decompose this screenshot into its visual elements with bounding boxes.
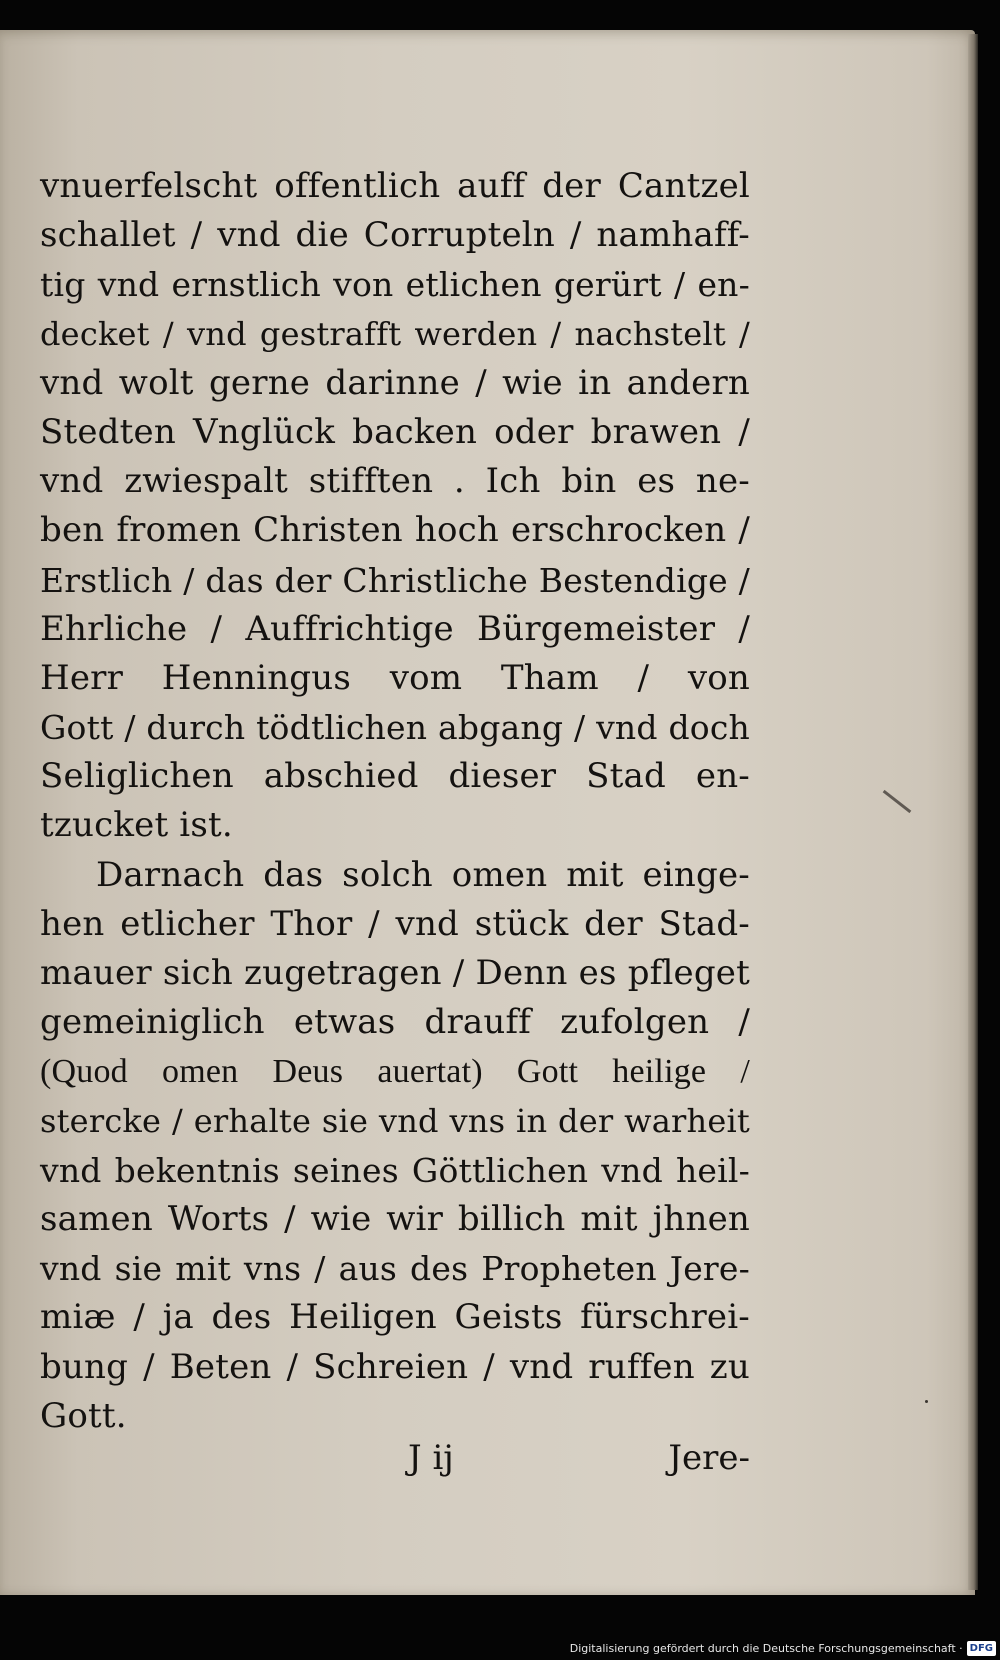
dfg-logo: DFG (967, 1641, 996, 1656)
text-line-20: stercke / erhalte sie vnd vns in der warheit (40, 1101, 750, 1140)
stray-dot (925, 1400, 928, 1403)
text-line-4: decket / vnd gestrafft werden / nachstelt / (40, 314, 750, 353)
text-line-8: ben fromen Christen hoch erschrocken / (40, 510, 750, 551)
credit-bar (570, 1636, 1000, 1660)
text-line-9: Erstlich / das der Christliche Bestendige / (40, 560, 750, 600)
catchword: Jere- (668, 1438, 750, 1478)
text-line-21: vnd bekentnis seines Göttlichen vnd heil- (40, 1150, 750, 1190)
page-footer (40, 1438, 750, 1488)
credit-text: Digitalisierung gefördert durch die Deutsche Forschungsgemeinschaft · (569, 1641, 963, 1655)
text-line-15: Darnach das solch omen mit einge- (96, 854, 750, 895)
text-line-22: samen Worts / wie wir billich mit jhnen (40, 1198, 750, 1239)
text-line-2: schallet / vnd die Corrupteln / namhaff- (40, 215, 750, 256)
text-line-23: vnd sie mit vns / aus des Propheten Jere- (40, 1249, 750, 1289)
stray-mark (883, 790, 912, 813)
text-line-11: Herr Henningus vom Tham / von (40, 657, 750, 698)
text-line-5: vnd wolt gerne darinne / wie in andern (40, 362, 750, 403)
page-edge (968, 34, 978, 1590)
text-line-13: Seliglichen abschied dieser Stad en- (40, 756, 750, 797)
text-line-6: Stedten Vnglück backen oder brawen / (40, 411, 750, 452)
signature-mark: J ij (408, 1438, 454, 1478)
book-page (0, 30, 975, 1595)
text-line-26: Gott. (40, 1395, 127, 1436)
text-line-3: tig vnd ernstlich von etlichen gerürt / en- (40, 265, 750, 305)
text-line-7: vnd zwiespalt stifften . Ich bin es ne- (40, 461, 750, 502)
text-line-24: miæ / ja des Heiligen Geists fürschrei- (40, 1297, 750, 1338)
text-line-14: tzucket ist. (40, 805, 233, 846)
text-line-25: bung / Beten / Schreien / vnd ruffen zu (40, 1346, 750, 1387)
text-line-17: mauer sich zugetragen / Denn es pfleget (40, 953, 750, 993)
text-line-18: gemeiniglich etwas drauff zufolgen / (40, 1002, 750, 1043)
text-line-1: vnuerfelscht offentlich auff der Cantzel (40, 166, 750, 206)
text-line-19: (Quod omen Deus auertat) Gott heilige / (40, 1053, 750, 1091)
text-line-16: hen etlicher Thor / vnd stück der Stad- (40, 903, 750, 944)
text-line-12: Gott / durch tödtlichen abgang / vnd doch (40, 708, 750, 748)
page-text (40, 162, 750, 1441)
text-line-10: Ehrliche / Auffrichtige Bürgemeister / (40, 608, 750, 649)
